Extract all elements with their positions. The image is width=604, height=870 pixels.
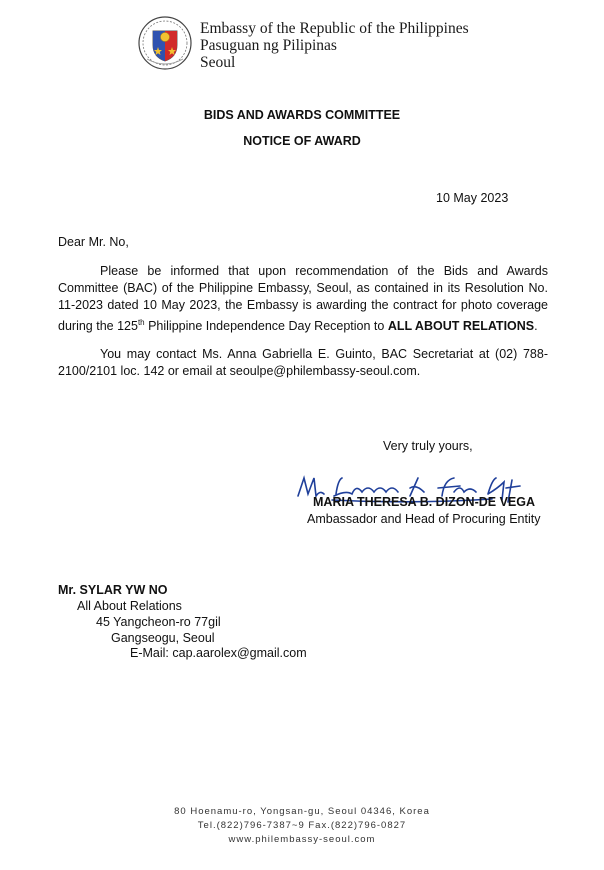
letterhead-city: Seoul — [200, 54, 236, 71]
contact-paragraph-text: You may contact Ms. Anna Gabriella E. Guinto, BAC Secretariat at (02) 788-2100/2101 loc. 142 or email at seoulpe@philembassy-seoul.com. — [58, 347, 548, 378]
letterhead-filipino-name: Pasuguan ng Pilipinas — [200, 37, 337, 54]
salutation: Dear Mr. No, — [58, 235, 129, 249]
footer-phone: Tel.(822)796-7387~9 Fax.(822)796-0827 — [197, 820, 407, 831]
awardee-name: ALL ABOUT RELATIONS — [387, 319, 535, 334]
recipient-email: E-Mail: cap.aarolex@gmail.com — [130, 646, 307, 660]
award-paragraph-text-cont: Philippine Independence Day Reception to — [144, 319, 388, 334]
contact-paragraph — [58, 346, 548, 380]
letterhead — [200, 20, 469, 71]
closing: Very truly yours, — [383, 439, 473, 453]
recipient-company: All About Relations — [77, 599, 182, 613]
award-paragraph-text: Please be informed that upon recommendation of the Bids and Awards Committee (BAC) of the Philippine Embassy, Seoul, as contained in its Resolution No. 11-2023 dated 10 May 2023, the Embassy is awarding the contract for photo coverage during the 125 — [58, 264, 548, 334]
award-paragraph — [58, 263, 548, 335]
recipient-name: Mr. SYLAR YW NO — [58, 583, 168, 597]
signatory-title: Ambassador and Head of Procuring Entity — [307, 512, 541, 526]
recipient-street: 45 Yangcheon-ro 77gil — [96, 615, 221, 629]
signatory-name: MARIA THERESA B. DIZON-DE VEGA — [313, 495, 535, 509]
committee-heading: BIDS AND AWARDS COMMITTEE — [203, 108, 401, 122]
letter-date: 10 May 2023 — [436, 191, 509, 205]
ordinal-suffix: th — [137, 318, 145, 327]
philippine-seal-icon — [137, 15, 193, 71]
notice-heading: NOTICE OF AWARD — [243, 134, 361, 148]
award-paragraph-end: . — [534, 319, 538, 334]
recipient-city: Gangseogu, Seoul — [111, 631, 215, 645]
footer-website: www.philembassy-seoul.com — [228, 834, 376, 845]
letterhead-embassy-name: Embassy of the Republic of the Philippines — [200, 20, 469, 37]
footer-address: 80 Hoenamu-ro, Yongsan-gu, Seoul 04346, Korea — [174, 806, 430, 817]
